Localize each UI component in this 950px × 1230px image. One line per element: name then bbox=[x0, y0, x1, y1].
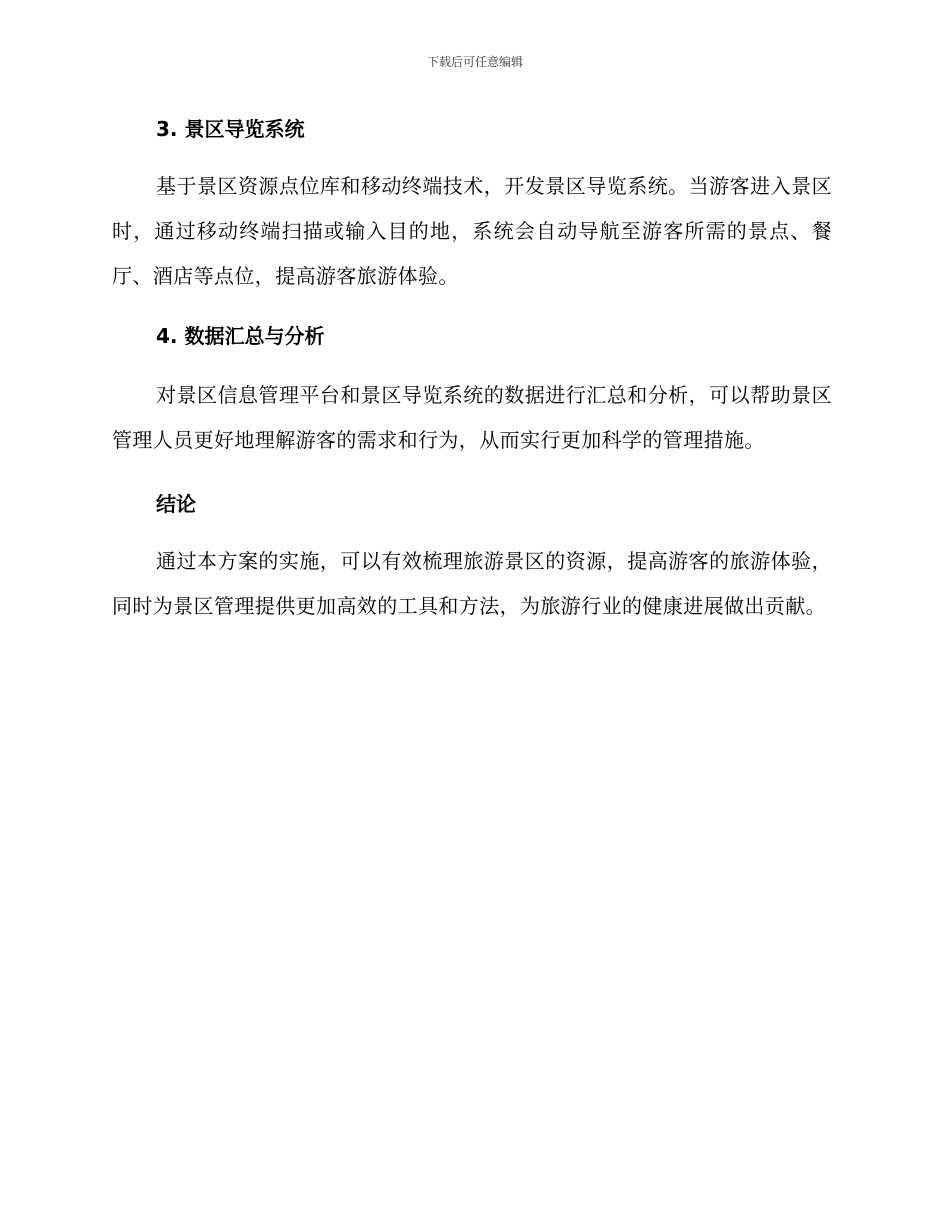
document-body bbox=[112, 112, 832, 629]
section-heading-guide-system: 3. 景区导览系统 bbox=[156, 117, 305, 141]
section-paragraph-data-analysis: 对景区信息管理平台和景区导览系统的数据进行汇总和分析，可以帮助景区管理人员更好地理解游客的需求和行为，从而实行更加科学的管理措施。 bbox=[112, 383, 832, 452]
page-header: 下载后可任意编辑 bbox=[426, 55, 523, 69]
section-heading-data-analysis: 4. 数据汇总与分析 bbox=[156, 324, 325, 348]
section-paragraph-guide-system: 基于景区资源点位库和移动终端技术，开发景区导览系统。当游客进入景区时，通过移动终端扫描或输入目的地，系统会自动导航至游客所需的景点、餐厅、酒店等点位，提高游客旅游体验。 bbox=[112, 174, 832, 288]
section-paragraph-conclusion: 通过本方案的实施，可以有效梳理旅游景区的资源，提高游客的旅游体验，同时为景区管理提供更加高效的工具和方法，为旅游行业的健康进展做出贡献。 bbox=[112, 549, 832, 618]
section-heading-conclusion: 结论 bbox=[156, 492, 196, 516]
